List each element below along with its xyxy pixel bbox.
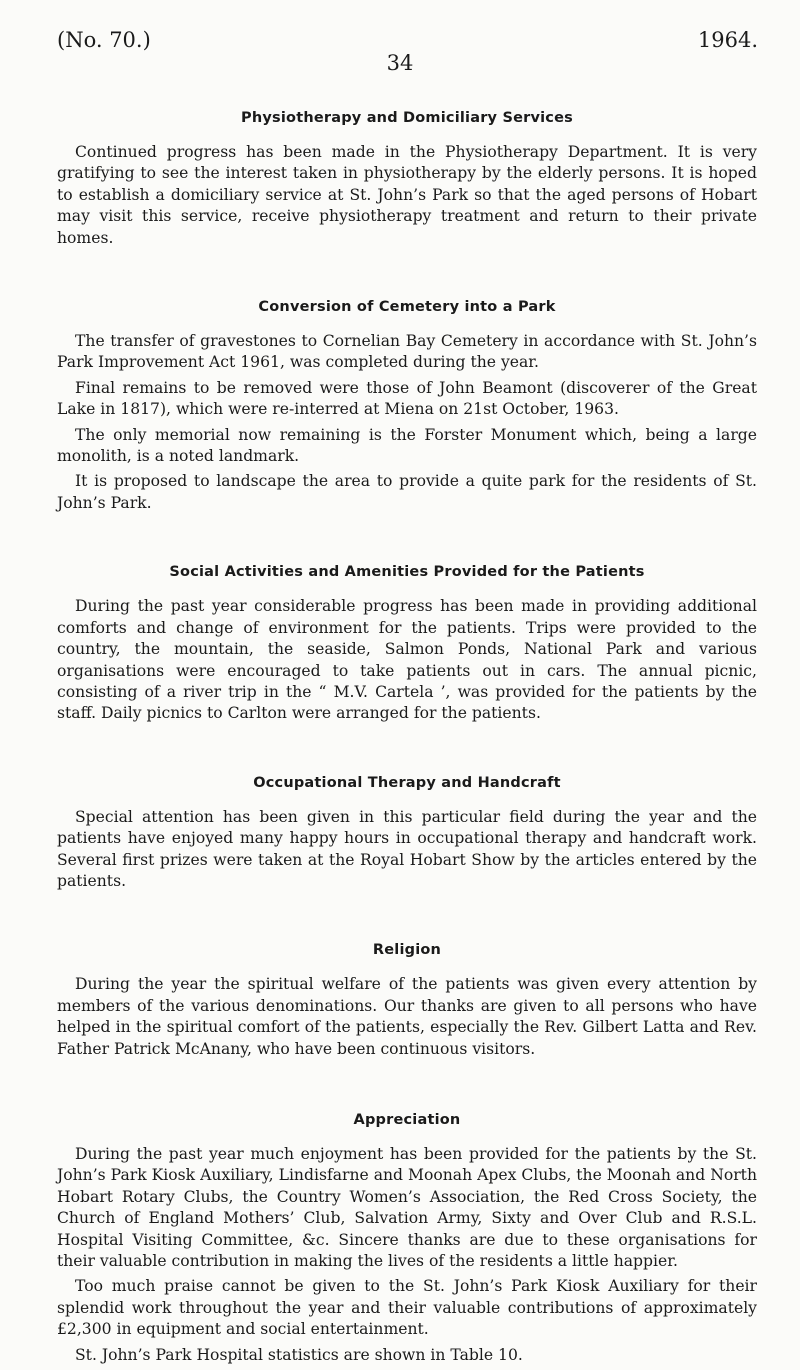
paragraph: During the year the spiritual welfare of the patients was given every attention by members of the various denominations. Our thanks are given to all persons who have helped in the spiritual comfort of the patients, especially the Rev. Gilbert Latta and Rev. Father Patrick McAnany, who have been continuous visitors. [57,975,757,1058]
paragraph: It is proposed to landscape the area to provide a quite park for the residents of St. John’s Park. [57,472,757,512]
section-occupational-therapy [57,775,757,893]
section-heading: Conversion of Cemetery into a Park [258,299,556,316]
document-body [57,110,757,1370]
document-year: 1964. [697,28,758,52]
paragraph: Final remains to be removed were those of John Beamont (discoverer of the Great Lake in 1817), which were re-interred at Miena on 21st October, 1963. [57,378,757,419]
paragraph: During the past year considerable progress has been made in providing additional comforts and change of environment for the patients. Trips were provided to the country, the mountain, the seaside, Salmon Ponds, National Park and various organisations were encouraged to take patients out in cars. The annual picnic, consisting of a river trip in the “ M.V. Cartela ’, was provided for the patients by the staff. Daily picnics to Carlton were arranged for the patients. [57,597,757,723]
paragraph: Too much praise cannot be given to the St. John’s Park Kiosk Auxiliary for their splendid work throughout the year and their valuable contributions of approximately £2,300 in equipment and social entertainment. [57,1277,757,1339]
paragraph: Special attention has been given in this particular field during the year and the patients have enjoyed many happy hours in occupational therapy and handcraft work. Several first prizes were taken at the Royal Hobart Show by the articles entered by the patients. [57,807,757,890]
page-number: 34 [386,51,414,75]
section-social-activities [57,564,757,724]
section-heading: Occupational Therapy and Handcraft [253,774,561,791]
section-heading: Religion [372,942,442,959]
section-heading: Appreciation [353,1111,461,1128]
section-cemetery-conversion [57,299,757,514]
paragraph: The only memorial now remaining is the Forster Monument which, being a large monolith, is a noted landmark. [57,425,757,466]
section-physiotherapy [57,110,757,249]
paragraph: Continued progress has been made in the Physiotherapy Department. It is very gratifying to see the interest taken in physiotherapy by the elderly persons. It is hoped to establish a domiciliary service at St. John’s Park so that the aged persons of Hobart may visit this service, receive physiotherapy treatment and return to their private homes. [57,143,757,247]
paragraph: During the past year much enjoyment has been provided for the patients by the St. John’s Park Kiosk Auxiliary, Lindisfarne and Moonah Apex Clubs, the Moonah and North Hobart Rotary Clubs, the Country Women’s Association, the Red Cross Society, the Church of England Mothers’ Club, Salvation Army, Sixty and Over Club and R.S.L. Hospital Visiting Committee, &c. Sincere thanks are due to these organisations for their valuable contribution in making the lives of the residents a little happier. [57,1144,757,1270]
paragraph: St. John’s Park Hospital statistics are shown in Table 10. [75,1345,523,1364]
section-religion [57,942,757,1060]
section-appreciation [57,1112,757,1366]
section-heading: Physiotherapy and Domiciliary Services [241,110,573,126]
document-number: (No. 70.) [57,28,151,52]
paragraph: The transfer of gravestones to Cornelian Bay Cemetery in accordance with St. John’s Park Improvement Act 1961, was completed during the year. [57,332,757,372]
section-heading: Social Activities and Amenities Provided for the Patients [169,564,645,581]
